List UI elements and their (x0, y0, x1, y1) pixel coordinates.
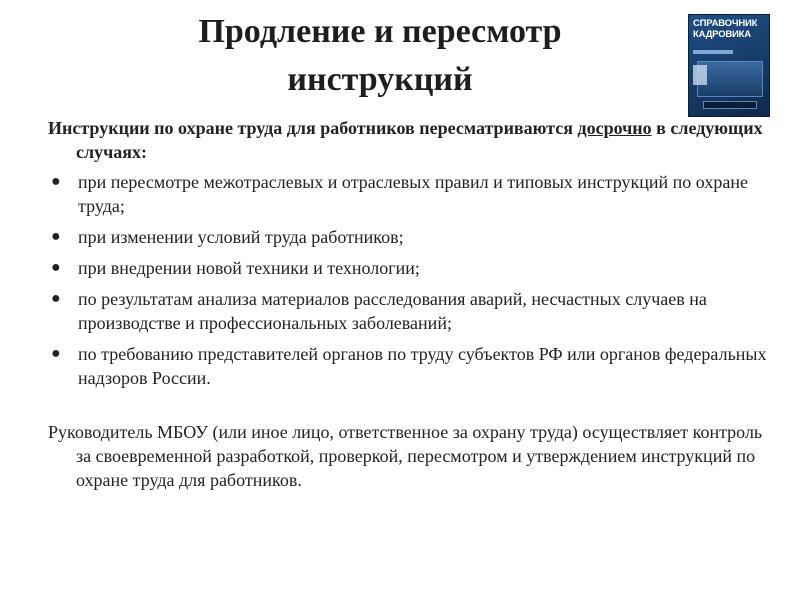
list-item-text: при пересмотре межотраслевых и отраслевых правил и типовых инструкций по охране труда; (78, 172, 748, 216)
title-line-2: инструкций (287, 61, 473, 98)
bullet-icon: ● (51, 173, 61, 190)
cover-title-line-2: КАДРОВИКА (693, 29, 751, 40)
list-item (48, 225, 768, 249)
cover-stripe (693, 50, 733, 54)
bullet-icon: ● (51, 228, 61, 245)
cover-title (693, 18, 767, 40)
cover-bottom-band (703, 101, 757, 109)
cases-list (48, 170, 768, 390)
list-item (48, 256, 768, 280)
list-item-text: по требованию представителей органов по труду субъектов РФ или органов федеральных надзоров России. (78, 344, 767, 388)
magazine-cover-image (688, 14, 770, 117)
bullet-icon: ● (51, 290, 61, 307)
list-item-text: по результатам анализа материалов расследования аварий, несчастных случаев на производстве и профессиональных заболеваний; (78, 289, 707, 333)
bullet-icon: ● (51, 345, 61, 362)
summary-paragraph: Руководитель МБОУ (или иное лицо, ответственное за охрану труда) осуществляет контроль за своевременной разработкой, проверкой, пересмотром и утверждением инструкций по охране труда для работников. (48, 422, 763, 490)
title-line-1: Продление и пересмотр (198, 13, 562, 50)
bullet-icon: ● (51, 259, 61, 276)
list-item-text: при внедрении новой техники и технологии; (78, 258, 420, 278)
slide-title (120, 8, 640, 104)
slide-body (48, 116, 768, 510)
cover-title-line-1: СПРАВОЧНИК (693, 18, 758, 29)
list-item (48, 170, 768, 218)
list-item (48, 287, 768, 335)
intro-text-end: в следующих случаях: (76, 118, 763, 162)
list-item (48, 342, 768, 390)
cover-highlight (693, 65, 707, 85)
intro-text-start: Инструкции по охране труда для работников пересматриваются (48, 118, 578, 138)
intro-paragraph (48, 116, 768, 164)
list-item-text: при изменении условий труда работников; (78, 227, 404, 247)
intro-underlined-word: досрочно (577, 118, 652, 138)
